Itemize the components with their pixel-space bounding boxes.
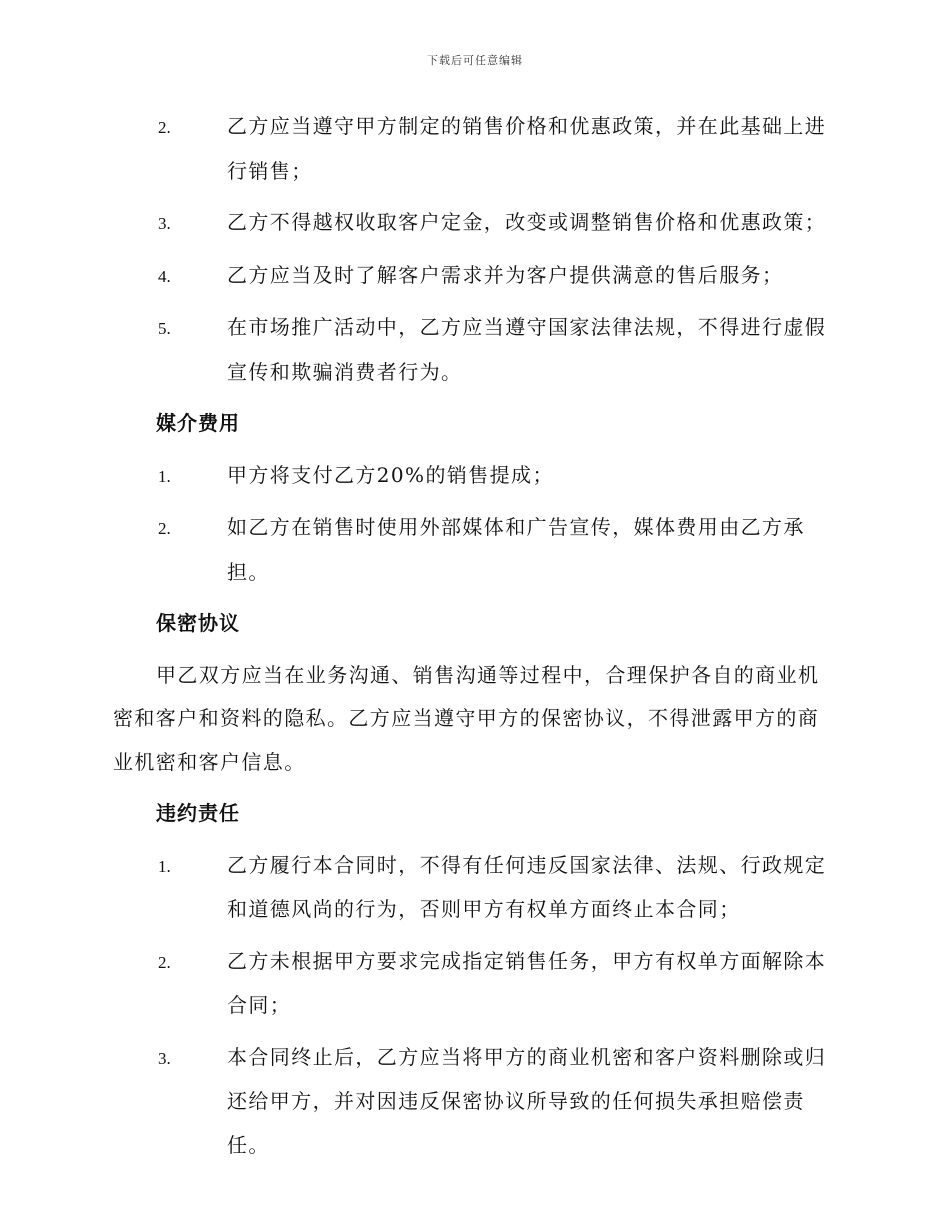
list-number: 2. [158, 118, 171, 137]
list-number: 4. [158, 266, 171, 286]
list-number: 2. [158, 519, 171, 538]
list-text: 乙方应当遵守甲方制定的销售价格和优惠政策，并在此基础上进行销售； [227, 114, 827, 183]
list-item [113, 306, 833, 394]
list-item [113, 844, 833, 932]
list-text: 乙方履行本合同时，不得有任何违反国家法律、法规、行政规定和道德风尚的行为，否则甲方有权单方面终止本合同； [227, 852, 827, 921]
list-item [113, 506, 833, 594]
list-text: 如乙方在销售时使用外部媒体和广告宣传，媒体费用由乙方承担。 [227, 515, 805, 584]
list-text: 乙方不得越权收取客户定金，改变或调整销售价格和优惠政策； [227, 210, 827, 234]
page-header: 下载后可任意编辑 [427, 54, 523, 67]
list-number: 2. [158, 952, 171, 972]
list-number: 1. [158, 856, 171, 876]
list-item [113, 105, 833, 193]
list-number: 3. [158, 214, 171, 233]
list-item [113, 940, 833, 1028]
list-item [113, 201, 833, 246]
list-number: 5. [158, 319, 171, 338]
list-item [113, 454, 833, 499]
section-heading-media-fees: 媒介费用 [156, 411, 240, 435]
section-heading-liability: 违约责任 [156, 801, 240, 825]
section-heading-confidentiality: 保密协议 [156, 611, 240, 635]
list-text: 在市场推广活动中，乙方应当遵守国家法律法规，不得进行虚假宣传和欺骗消费者行为。 [227, 315, 827, 384]
list-number: 3. [158, 1048, 171, 1068]
list-text: 乙方未根据甲方要求完成指定销售任务，甲方有权单方面解除本合同； [227, 948, 827, 1017]
paragraph: 甲乙双方应当在业务沟通、销售沟通等过程中，合理保护各自的商业机密和客户和资料的隐私。乙方应当遵守甲方的保密协议，不得泄露甲方的商业机密和客户信息。 [113, 662, 820, 774]
list-text: 本合同终止后，乙方应当将甲方的商业机密和客户资料删除或归还给甲方，并对因违反保密协议所导致的任何损失承担赔偿责任。 [227, 1044, 827, 1157]
list-item [113, 254, 833, 299]
list-item [113, 1036, 833, 1168]
list-text: 甲方将支付乙方20%的销售提成； [227, 462, 554, 487]
list-number: 1. [158, 466, 171, 486]
list-text: 乙方应当及时了解客户需求并为客户提供满意的售后服务； [227, 262, 784, 287]
document-body [113, 105, 833, 1175]
